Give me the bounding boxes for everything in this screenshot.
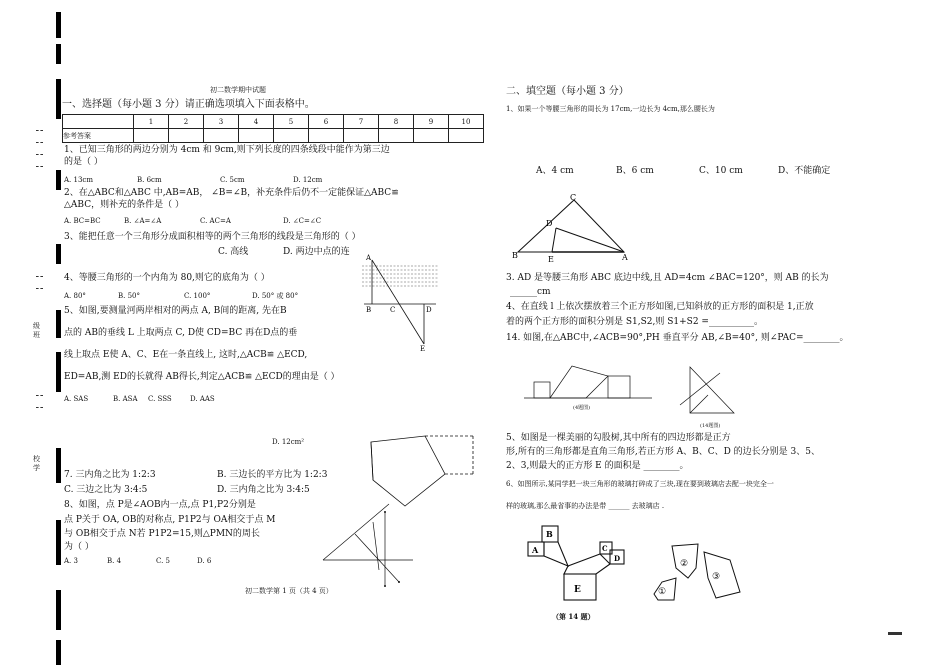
r-q1-option: D、不能确定 (778, 166, 831, 176)
q1-option: A. 13cm (64, 176, 93, 184)
q8-line3: 与 OB相交于点 N若 P1P2=15,则△PMN的周长 (64, 529, 260, 539)
r-q14-line: 14. 如图,在△ABC中,∠ACB=90°,PH 垂直平分 AB,∠B=40°, 则∠PAC=________。 (506, 333, 849, 343)
river-label: A (366, 254, 372, 262)
r-q4-line2: 着的两个正方形的面积分别是 S1,S2,则 S1+S2 =__________。 (506, 317, 763, 327)
q5-line2: 点的 AB的垂线 L 上取两点 C, D使 CD=BC 再在D点的垂 (64, 328, 298, 338)
binding-dash (36, 142, 43, 143)
answer-cell[interactable] (274, 129, 309, 143)
r-q3-blank: ______cm (510, 287, 551, 297)
q3-line1: 3、能把任意一个三角形分成面积相等的两个三角形的线段是三角形的（ ） (64, 232, 361, 242)
binding-bar (56, 590, 61, 630)
tree-label: D (614, 554, 621, 563)
r-q5-line3: 2、3,则最大的正方形 E 的面积是 ________。 (506, 461, 689, 471)
fig14-caption: (14题图) (700, 423, 721, 429)
q4-line1: 4、等腰三角形的一个内角为 80,则它的底角为（ ） (64, 273, 270, 283)
q8-option: A. 3 (64, 557, 78, 565)
q7-line2: C. 三边之比为 3:4:5 (64, 485, 148, 495)
q2-option: B. ∠A=∠A (124, 217, 162, 225)
r-q1-option: C、10 cm (699, 166, 743, 176)
binding-bar (56, 79, 61, 119)
q8-line2: 点 P关于 OA, OB的对称点, P1P2与 OA相交于点 M (64, 515, 276, 525)
q3-option: D. 两边中点的连 (283, 247, 350, 257)
broken-glass-figure (652, 542, 742, 602)
q5-option: C. SSS (148, 395, 172, 403)
q2-option: C. AC=A (200, 217, 231, 225)
tree-label: C (602, 544, 608, 553)
table-header-cell: 7 (344, 115, 379, 129)
binding-bar (56, 352, 61, 392)
binding-dash (36, 288, 43, 289)
page-footer: 初二数学第 1 页（共 4 页） (245, 587, 333, 595)
binding-bar (56, 244, 61, 264)
fig4-caption: (4题图) (573, 405, 591, 411)
q8-line4: 为（ ） (64, 542, 94, 552)
table-header-cell: 8 (379, 115, 414, 129)
binding-bar-bottom (56, 640, 61, 665)
q5-option: B. ASA (113, 395, 138, 403)
binding-dash (36, 276, 43, 277)
answer-cell[interactable] (204, 129, 239, 143)
r-q5-line1: 5、如图是一棵美丽的勾股树,其中所有的四边形都是正方 (506, 433, 731, 443)
page-mark (888, 632, 902, 635)
tri-vertex-label: D (546, 219, 553, 228)
table-header-cell (63, 115, 134, 129)
q8-line1: 8、如图，点 P是∠AOB内一点,点 P1,P2分别是 (64, 500, 256, 510)
pentagon-square-figure (365, 430, 480, 510)
shard-label: ① (658, 587, 667, 597)
binding-bar (56, 44, 61, 64)
answer-table-header-row (63, 115, 484, 129)
q4-option: D. 50° 或 80° (252, 292, 299, 300)
r-q4-line1: 4、在直线 l 上依次摆放着三个正方形如图,已知斜放的正方形的面积是 1,正放 (506, 302, 814, 312)
r-q5-line2: 形,所有的三角形都是直角三角形,若正方形 A、B、C、D 的边长分别是 3、5、 (506, 447, 820, 457)
tri-vertex-label: B (512, 251, 518, 260)
q3-option: C. 高线 (218, 247, 249, 257)
q2-option: A. BC=BC (64, 217, 101, 225)
q8-option: B. 4 (107, 557, 122, 565)
q1-option: C. 5cm (220, 176, 245, 184)
q1-line1: 1、已知三角形的两边分别为 4cm 和 9cm,则下列长度的四条线段中能作为第三边 (64, 145, 390, 155)
tree-label: B (546, 529, 553, 539)
q2-line1: 2、在△ABC和△ABC 中,AB=AB， ∠B=∠B，补充条件后仍不一定能保证△ABC≌ (64, 188, 399, 198)
answer-cell[interactable] (239, 129, 274, 143)
school-label: 校学 (33, 455, 40, 472)
q1-option: D. 12cm (293, 176, 323, 184)
river-label: E (420, 345, 426, 353)
q4-option: C. 100° (184, 292, 211, 300)
right-triangle-figure (680, 365, 750, 420)
r-q1-option: B、6 cm (616, 166, 654, 176)
table-header-cell: 10 (449, 115, 484, 129)
angle-reflection-figure (315, 500, 415, 595)
section1-title: 一、选择题（每小题 3 分）请正确选项填入下面表格中。 (62, 99, 315, 110)
binding-bar (56, 448, 61, 483)
binding-bar (56, 520, 61, 565)
answer-cell[interactable] (134, 129, 169, 143)
binding-bar (56, 170, 61, 190)
tri-vertex-label: E (548, 255, 554, 264)
q7-line1: 7. 三内角之比为 1:2:3 (64, 470, 156, 480)
tree-fig-caption: （第 14 题） (552, 612, 595, 621)
class-label: 级 班 (33, 322, 40, 339)
binding-dash (36, 407, 43, 408)
binding-dash (36, 166, 43, 167)
r-q1: 1、如果一个等腰三角形的周长为 17cm,一边长为 4cm,那么腰长为 (506, 105, 715, 113)
pythagoras-tree-figure (524, 524, 634, 602)
river-label: B (366, 306, 372, 314)
tri-vertex-label: C (570, 193, 577, 202)
q1-line2: 的是（ ） (64, 157, 103, 167)
table-header-cell: 4 (239, 115, 274, 129)
q4-option: B. 50° (118, 292, 141, 300)
q4-option: A. 80° (64, 292, 86, 300)
r-q1-option: A、4 cm (536, 166, 574, 176)
answer-cell[interactable] (309, 129, 344, 143)
binding-bar (56, 310, 61, 338)
answer-cell[interactable] (414, 129, 449, 143)
squares-on-line-figure (524, 362, 654, 410)
table-header-cell: 2 (169, 115, 204, 129)
tri-vertex-label: A (622, 253, 628, 262)
binding-dash (36, 154, 43, 155)
binding-dash (36, 395, 43, 396)
river-measure-figure (360, 252, 440, 352)
answer-cell[interactable] (344, 129, 379, 143)
table-header-cell: 1 (134, 115, 169, 129)
r-q6-line1: 6、如图所示,某同学把一块三角形的玻璃打碎成了三块,现在要到玻璃店去配一块完全一 (506, 480, 774, 488)
q2-option: D. ∠C=∠C (283, 217, 322, 225)
r-q6-line2: 样的玻璃,那么最省事的办法是带 ______ 去玻璃店 . (506, 502, 665, 510)
tree-label: E (574, 585, 581, 595)
q7-line1b: B. 三边长的平方比为 1:2:3 (217, 470, 328, 480)
shard-label: ② (680, 559, 689, 569)
q8-option: D. 6 (197, 557, 212, 565)
q5-line1: 5、如图,要测量河两岸相对的两点 A, B间的距离, 先在B (64, 306, 287, 316)
answer-table-answer-row (63, 129, 484, 143)
q5-option: A. SAS (64, 395, 89, 403)
shard-label: ③ (712, 572, 721, 582)
river-label: D (426, 306, 432, 314)
tree-label: A (532, 545, 539, 555)
answer-cell[interactable] (169, 129, 204, 143)
table-header-cell: 5 (274, 115, 309, 129)
q5-option: D. AAS (190, 395, 215, 403)
answer-row-label: 参考答案 (63, 129, 134, 143)
table-header-cell: 6 (309, 115, 344, 129)
section2-title: 二、填空题（每小题 3 分） (506, 86, 629, 97)
q8-option: C. 5 (156, 557, 171, 565)
table-header-cell: 9 (414, 115, 449, 129)
exam-title: 初二数学期中试题 (210, 86, 266, 94)
binding-bar-top (56, 12, 61, 38)
answer-table (62, 114, 484, 143)
q2-line2: △ABC，则补充的条件是（ ） (64, 200, 184, 210)
q5-line3: 线上取点 E使 A、C、E在一条直线上, 这时,△ACB≌ △ECD, (64, 350, 308, 360)
binding-dash (36, 130, 43, 131)
triangle-abc-figure (512, 194, 662, 264)
q6-fragment: D. 12cm² (272, 438, 305, 446)
r-q3-line: 3. AD 是等腰三角形 ABC 底边中线,且 AD=4cm ∠BAC=120°，则 AB 的长为 (506, 273, 829, 283)
q1-option: B. 6cm (137, 176, 162, 184)
q5-line4: ED=AB,测 ED的长就得 AB得长,判定△ACB≌ △ECD的理由是（ ） (64, 372, 340, 382)
q7-line2b: D. 三内角之比为 3:4:5 (217, 485, 310, 495)
river-label: C (390, 306, 396, 314)
table-header-cell: 3 (204, 115, 239, 129)
answer-cell[interactable] (379, 129, 414, 143)
answer-cell[interactable] (449, 129, 484, 143)
